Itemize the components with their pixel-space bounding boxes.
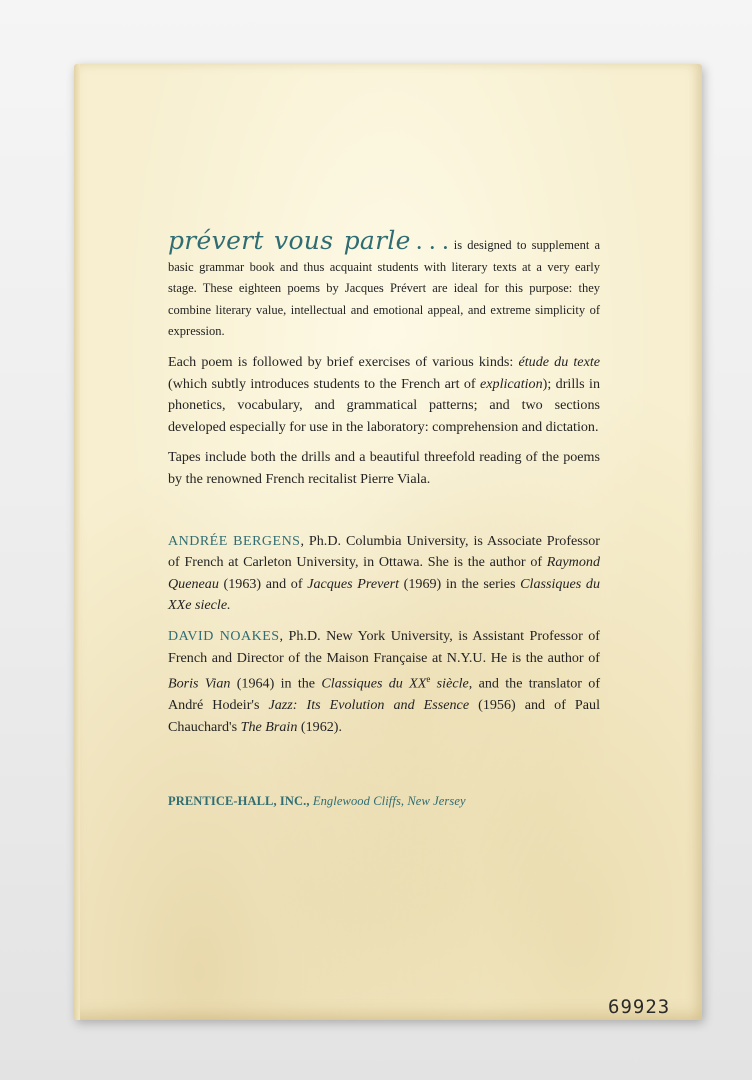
author-bios [168, 531, 600, 739]
book-spine-edge [74, 64, 80, 1020]
intro-text: is designed to supplement a basic grammar book and thus acquaint students with literary texts at a very early stage. These eighteen poems by Jacques Prévert are ideal for this purpose: they combine literary value, intellectual and emotional appeal, and extreme simplicity of expression. [168, 238, 600, 339]
publisher-location: Englewood Cliffs, New Jersey [312, 793, 466, 808]
publisher-imprint [168, 791, 600, 813]
author-bio-bergens: ANDRÉE BERGENS, Ph.D. Columbia University, is Associate Professor of French at Carleton University, in Ottawa. She is the author of Raymond Queneau (1963) and of Jacques Prevert (1969) in the series Classiques du XXe siecle. [168, 532, 601, 614]
author-bio-noakes: DAVID NOAKES, Ph.D. New York University, is Assistant Professor of French and Director of the Maison Française at N.Y.U. He is the author of Boris Vian (1964) in the Classiques du XXe siècle, and the translator of André Hodeir's Jazz: Its Evolution and Essence (1956) and of Paul Chauchard's The Brain (1962). [168, 627, 601, 735]
exercises-paragraph: Each poem is followed by brief exercises of various kinds: étude du texte (which subtly introduces students to the French art of explication); drills in phonetics, vocabulary, and grammatical patterns; and two sections developed especially for use in the laboratory: comprehension and dictation. [168, 353, 600, 435]
intro-paragraph [168, 226, 600, 343]
author-name: ANDRÉE BERGENS [168, 533, 301, 549]
title-ellipsis: . . . [416, 234, 449, 253]
author-name: DAVID NOAKES [168, 628, 280, 644]
book-title: prévert vous parle [168, 226, 411, 255]
etude-du-texte-term: étude du texte [518, 353, 600, 370]
back-cover-text [168, 226, 601, 812]
catalog-number: 69923 [608, 996, 671, 1018]
tapes-paragraph: Tapes include both the drills and a beautiful threefold reading of the poems by the renowned French recitalist Pierre Viala. [168, 449, 600, 487]
explication-term: explication [480, 375, 543, 392]
publisher-name: PRENTICE-HALL, INC., [168, 793, 310, 808]
